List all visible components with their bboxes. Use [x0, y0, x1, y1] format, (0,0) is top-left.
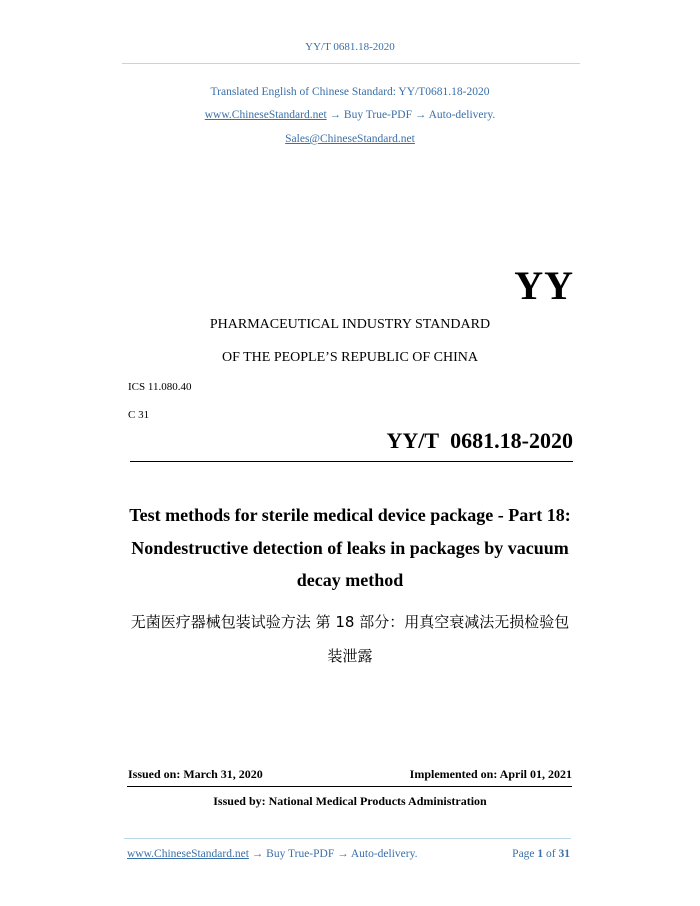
footer-site-link[interactable]: www.ChineseStandard.net	[127, 848, 249, 860]
sales-email-link[interactable]: Sales@ChineseStandard.net	[285, 133, 415, 145]
implemented-date: Implemented on: April 01, 2021	[409, 767, 572, 781]
issued-date: Issued on: March 31, 2020	[128, 767, 263, 781]
footer-purchase-line	[127, 848, 417, 860]
english-title-line-2: Nondestructive detection of leaks in packages by vacuum	[131, 538, 569, 558]
standard-number: YY/T 0681.18-2020	[386, 428, 573, 453]
industry-line-2: OF THE PEOPLE’S REPUBLIC OF CHINA	[221, 350, 479, 365]
page-current: 1	[537, 848, 544, 860]
industry-line-1: PHARMACEUTICAL INDUSTRY STANDARD	[209, 317, 491, 332]
purchase-line	[0, 109, 700, 121]
page-indicator	[512, 848, 570, 860]
english-title-line-3: decay method	[296, 570, 404, 590]
issuing-authority: Issued by: National Medical Products Administration	[213, 794, 487, 808]
issue-divider	[127, 786, 572, 787]
page-label: Page	[512, 848, 535, 860]
standard-code: YY	[514, 263, 574, 308]
sales-line	[0, 133, 700, 145]
running-header: YY/T 0681.18-2020	[305, 41, 395, 53]
chinese-title-line-1: 无菌医疗器械包装试验方法 第 18 部分：用真空衰减法无损检验包	[130, 613, 570, 631]
english-title-line-1: Test methods for sterile medical device package - Part 18:	[129, 505, 571, 525]
site-link[interactable]: www.ChineseStandard.net	[204, 109, 327, 121]
page-total: 31	[558, 848, 570, 860]
standard-number-rule	[130, 461, 573, 462]
footer-divider	[124, 838, 571, 839]
footer-purchase-text: → Buy True-PDF → Auto-delivery.	[251, 848, 418, 860]
purchase-text: → Buy True-PDF → Auto-delivery.	[329, 109, 496, 121]
header-divider	[122, 63, 580, 64]
ccs-code: C 31	[128, 409, 150, 421]
page-of-label: of	[546, 848, 556, 860]
translation-note: Translated English of Chinese Standard: YY/T0681.18-2020	[210, 86, 490, 98]
chinese-title-line-2: 装泄露	[327, 647, 373, 665]
ics-code: ICS 11.080.40	[128, 381, 192, 393]
